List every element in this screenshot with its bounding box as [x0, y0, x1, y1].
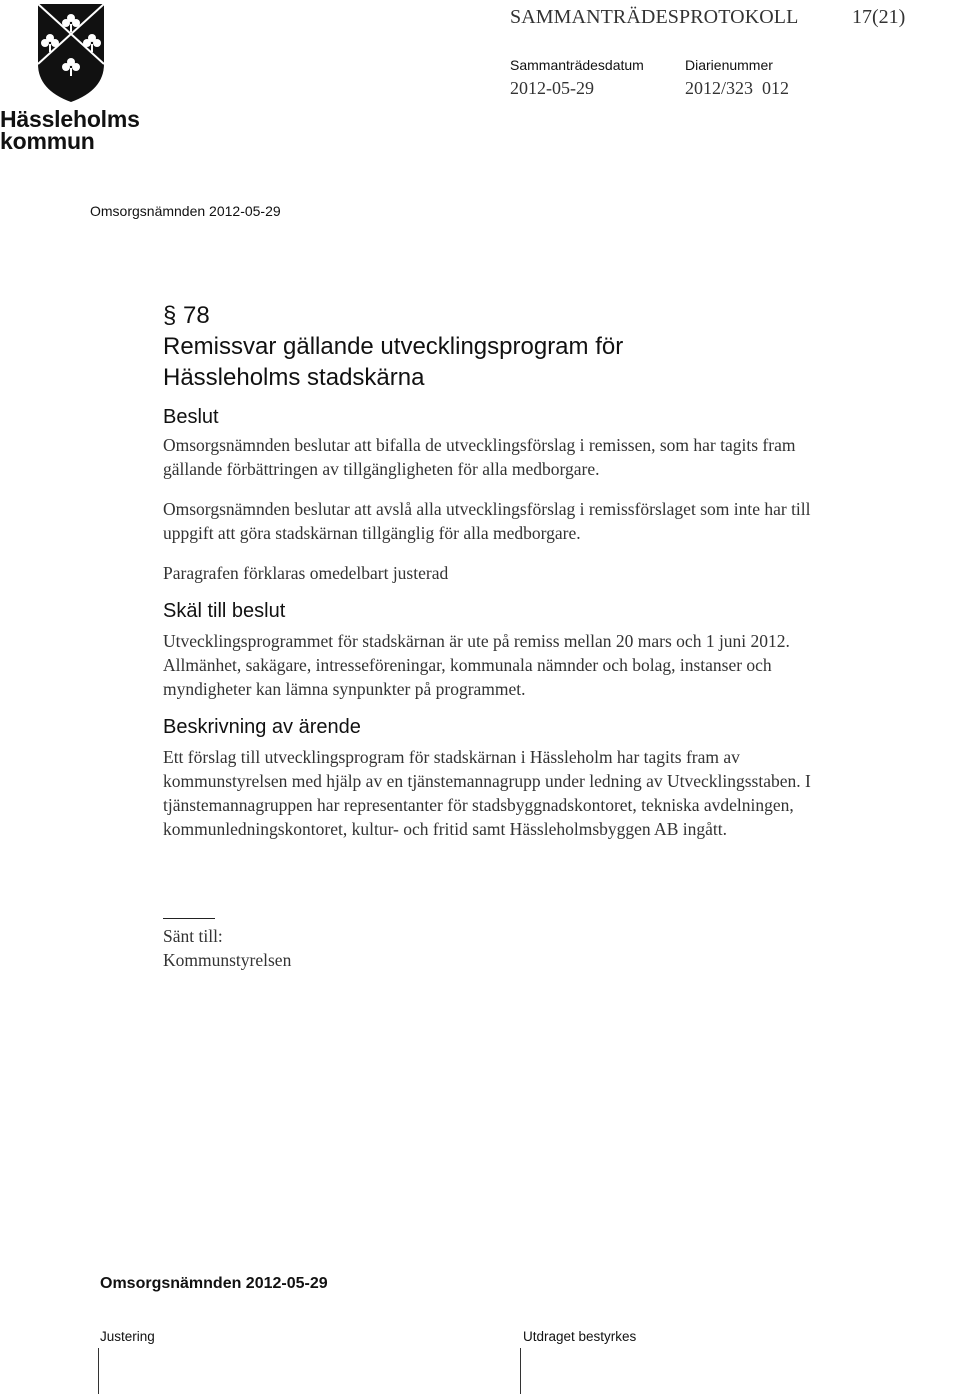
protocol-section [163, 300, 853, 841]
bestyrkes-signature-box [520, 1348, 921, 1394]
logo-name-line2: kommun [0, 128, 95, 154]
distribution-divider [163, 918, 215, 919]
footer-meeting-line: Omsorgsnämnden 2012-05-29 [100, 1275, 328, 1292]
decision-heading: Beslut [163, 406, 219, 428]
section-number: § 78 [163, 302, 210, 329]
document-type: SAMMANTRÄDESPROTOKOLL [510, 6, 799, 28]
logo-wordmark [0, 108, 140, 152]
reasons-paragraph: Utvecklingsprogrammet för stadskärnan är ute på remiss mellan 20 mars och 1 juni 2012. Allmänhet, sakägare, intresseföreningar, kommunala nämnder och bolag, instanser och myndigheter kan lämna synpunkter på programmet. [163, 631, 790, 699]
section-title-line2: Hässleholms stadskärna [163, 364, 425, 391]
registration-number-label: Diarienummer [685, 57, 773, 73]
decision-paragraph-1: Omsorgsnämnden beslutar att bifalla de utvecklingsförslag i remissen, som har tagits fram gällande förbättringen av tillgängligheten för alla medborgare. [163, 435, 796, 479]
description-heading: Beskrivning av ärende [163, 716, 361, 738]
distribution-label: Sänt till: [163, 926, 223, 946]
logo-name-line1: Hässleholms [0, 106, 140, 132]
section-title-line1: Remissvar gällande utvecklingsprogram för [163, 333, 624, 360]
page-number: 17(21) [852, 6, 906, 28]
municipal-coat-of-arms-icon [36, 2, 106, 109]
justering-signature-box [98, 1348, 501, 1394]
decision-paragraph-3: Paragrafen förklaras omedelbart justerad [163, 563, 449, 583]
decision-paragraph-2: Omsorgsnämnden beslutar att avslå alla utvecklingsförslag i remissförslaget som inte har till uppgift att göra stadskärnan tillgänglig för alla medborgare. [163, 499, 811, 543]
registration-number-value: 2012/323 012 [685, 78, 790, 98]
meeting-date-label: Sammanträdesdatum [510, 57, 644, 73]
committee-meeting-line: Omsorgsnämnden 2012-05-29 [90, 203, 281, 219]
municipality-logo [0, 0, 150, 158]
distribution-recipient: Kommunstyrelsen [163, 950, 292, 970]
footer-justering-label: Justering [100, 1329, 155, 1344]
meeting-date-value: 2012-05-29 [510, 78, 594, 98]
description-paragraph: Ett förslag till utvecklingsprogram för stadskärnan i Hässleholm har tagits fram av kommunstyrelsen med hjälp av en tjänstemannagrupp under ledning av Utvecklingsstaben. I tjänstemannagruppen har representanter för stadsbyggnadskontoret, tekniska avdelningen, kommunledningskontoret, kultur- och fritid samt Hässleholmsbyggen AB ingått. [163, 747, 811, 839]
footer-bestyrkes-label: Utdraget bestyrkes [523, 1329, 637, 1344]
reasons-heading: Skäl till beslut [163, 600, 286, 622]
